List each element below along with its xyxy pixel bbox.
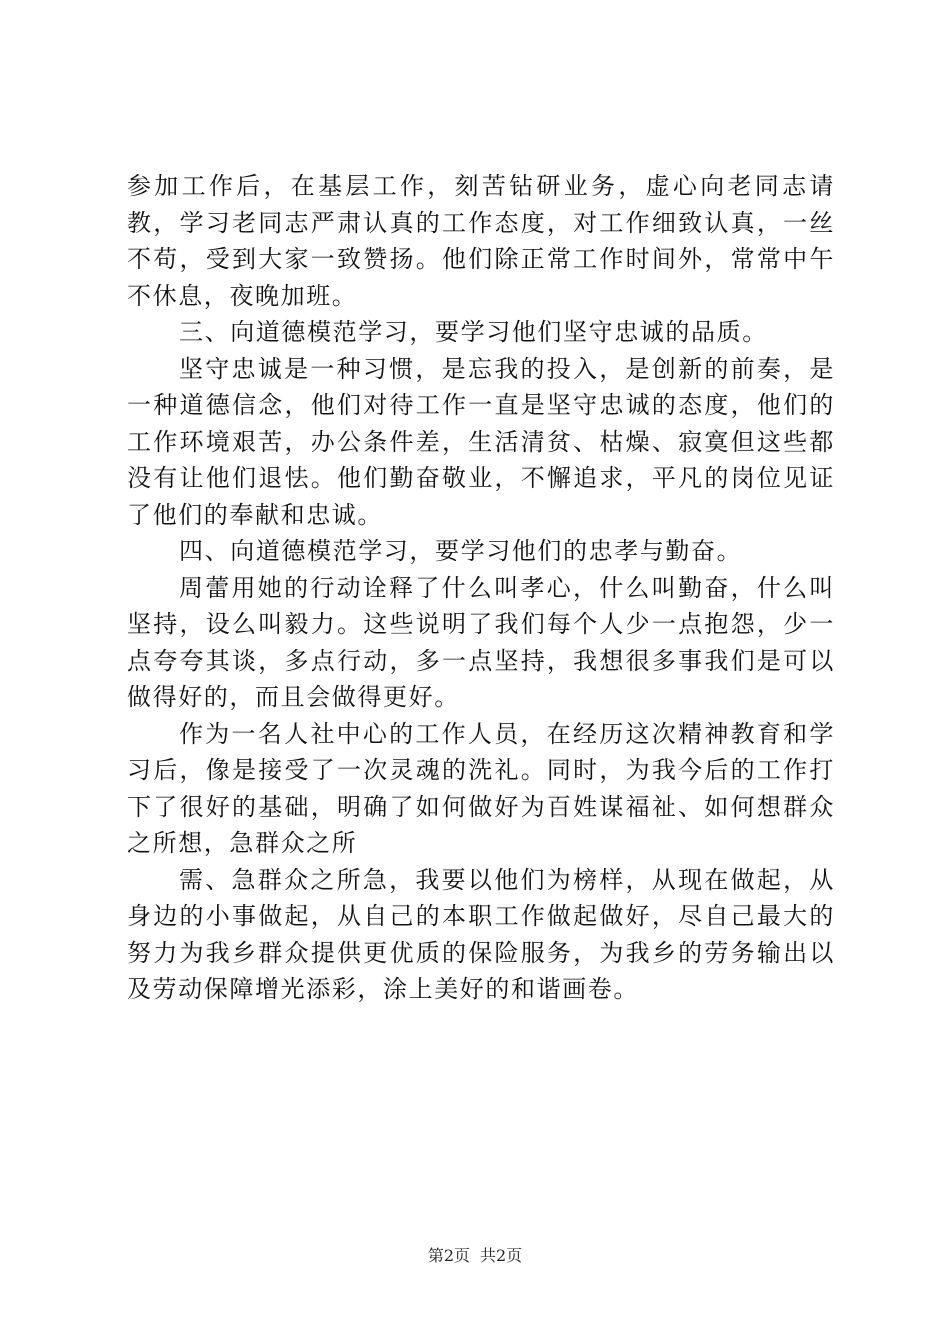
paragraph-heading-four: 四、向道德模范学习，要学习他们的忠孝与勤奋。 bbox=[179, 537, 743, 565]
paragraph-continuation: 参加工作后，在基层工作，刻苦钻研业务，虚心向老同志请教，学习老同志严肃认真的工作态度，对工作细致认真，一丝不苟，受到大家一致赞扬。他们除正常工作时间外，常常中午不休息，夜晚加班。 bbox=[127, 172, 835, 310]
document-body bbox=[127, 168, 835, 1008]
page-number-current: 第2页 bbox=[427, 1246, 470, 1265]
page-number-total: 共2页 bbox=[480, 1246, 523, 1265]
paragraph-zhou-lei: 周蕾用她的行动诠释了什么叫孝心，什么叫勤奋，什么叫坚持，设么叫毅力。这些说明了我们每个人少一点抱怨，少一点夸夸其谈，多点行动，多一点坚持，我想很多事我们是可以做得好的，而且会做得更好。 bbox=[127, 573, 835, 711]
page-footer bbox=[0, 1243, 950, 1266]
paragraph-conclusion: 需、急群众之所急，我要以他们为榜样，从现在做起，从身边的小事做起，从自己的本职工作做起做好，尽自己最大的努力为我乡群众提供更优质的保险服务，为我乡的劳务输出以及劳动保障增光添彩，涂上美好的和谐画卷。 bbox=[127, 865, 835, 1003]
paragraph-heading-three: 三、向道德模范学习，要学习他们坚守忠诚的品质。 bbox=[179, 318, 768, 346]
paragraph-loyalty: 坚守忠诚是一种习惯，是忘我的投入，是创新的前奏，是一种道德信念，他们对待工作一直是坚守忠诚的态度，他们的工作环境艰苦，办公条件差，生活清贫、枯燥、寂寞但这些都没有让他们退怯。他们勤奋敬业，不懈追求，平凡的岗位见证了他们的奉献和忠诚。 bbox=[127, 354, 835, 529]
paragraph-reflection: 作为一名人社中心的工作人员，在经历这次精神教育和学习后，像是接受了一次灵魂的洗礼。同时，为我今后的工作打下了很好的基础，明确了如何做好为百姓谋福祉、如何想群众之所想，急群众之所 bbox=[127, 719, 835, 857]
